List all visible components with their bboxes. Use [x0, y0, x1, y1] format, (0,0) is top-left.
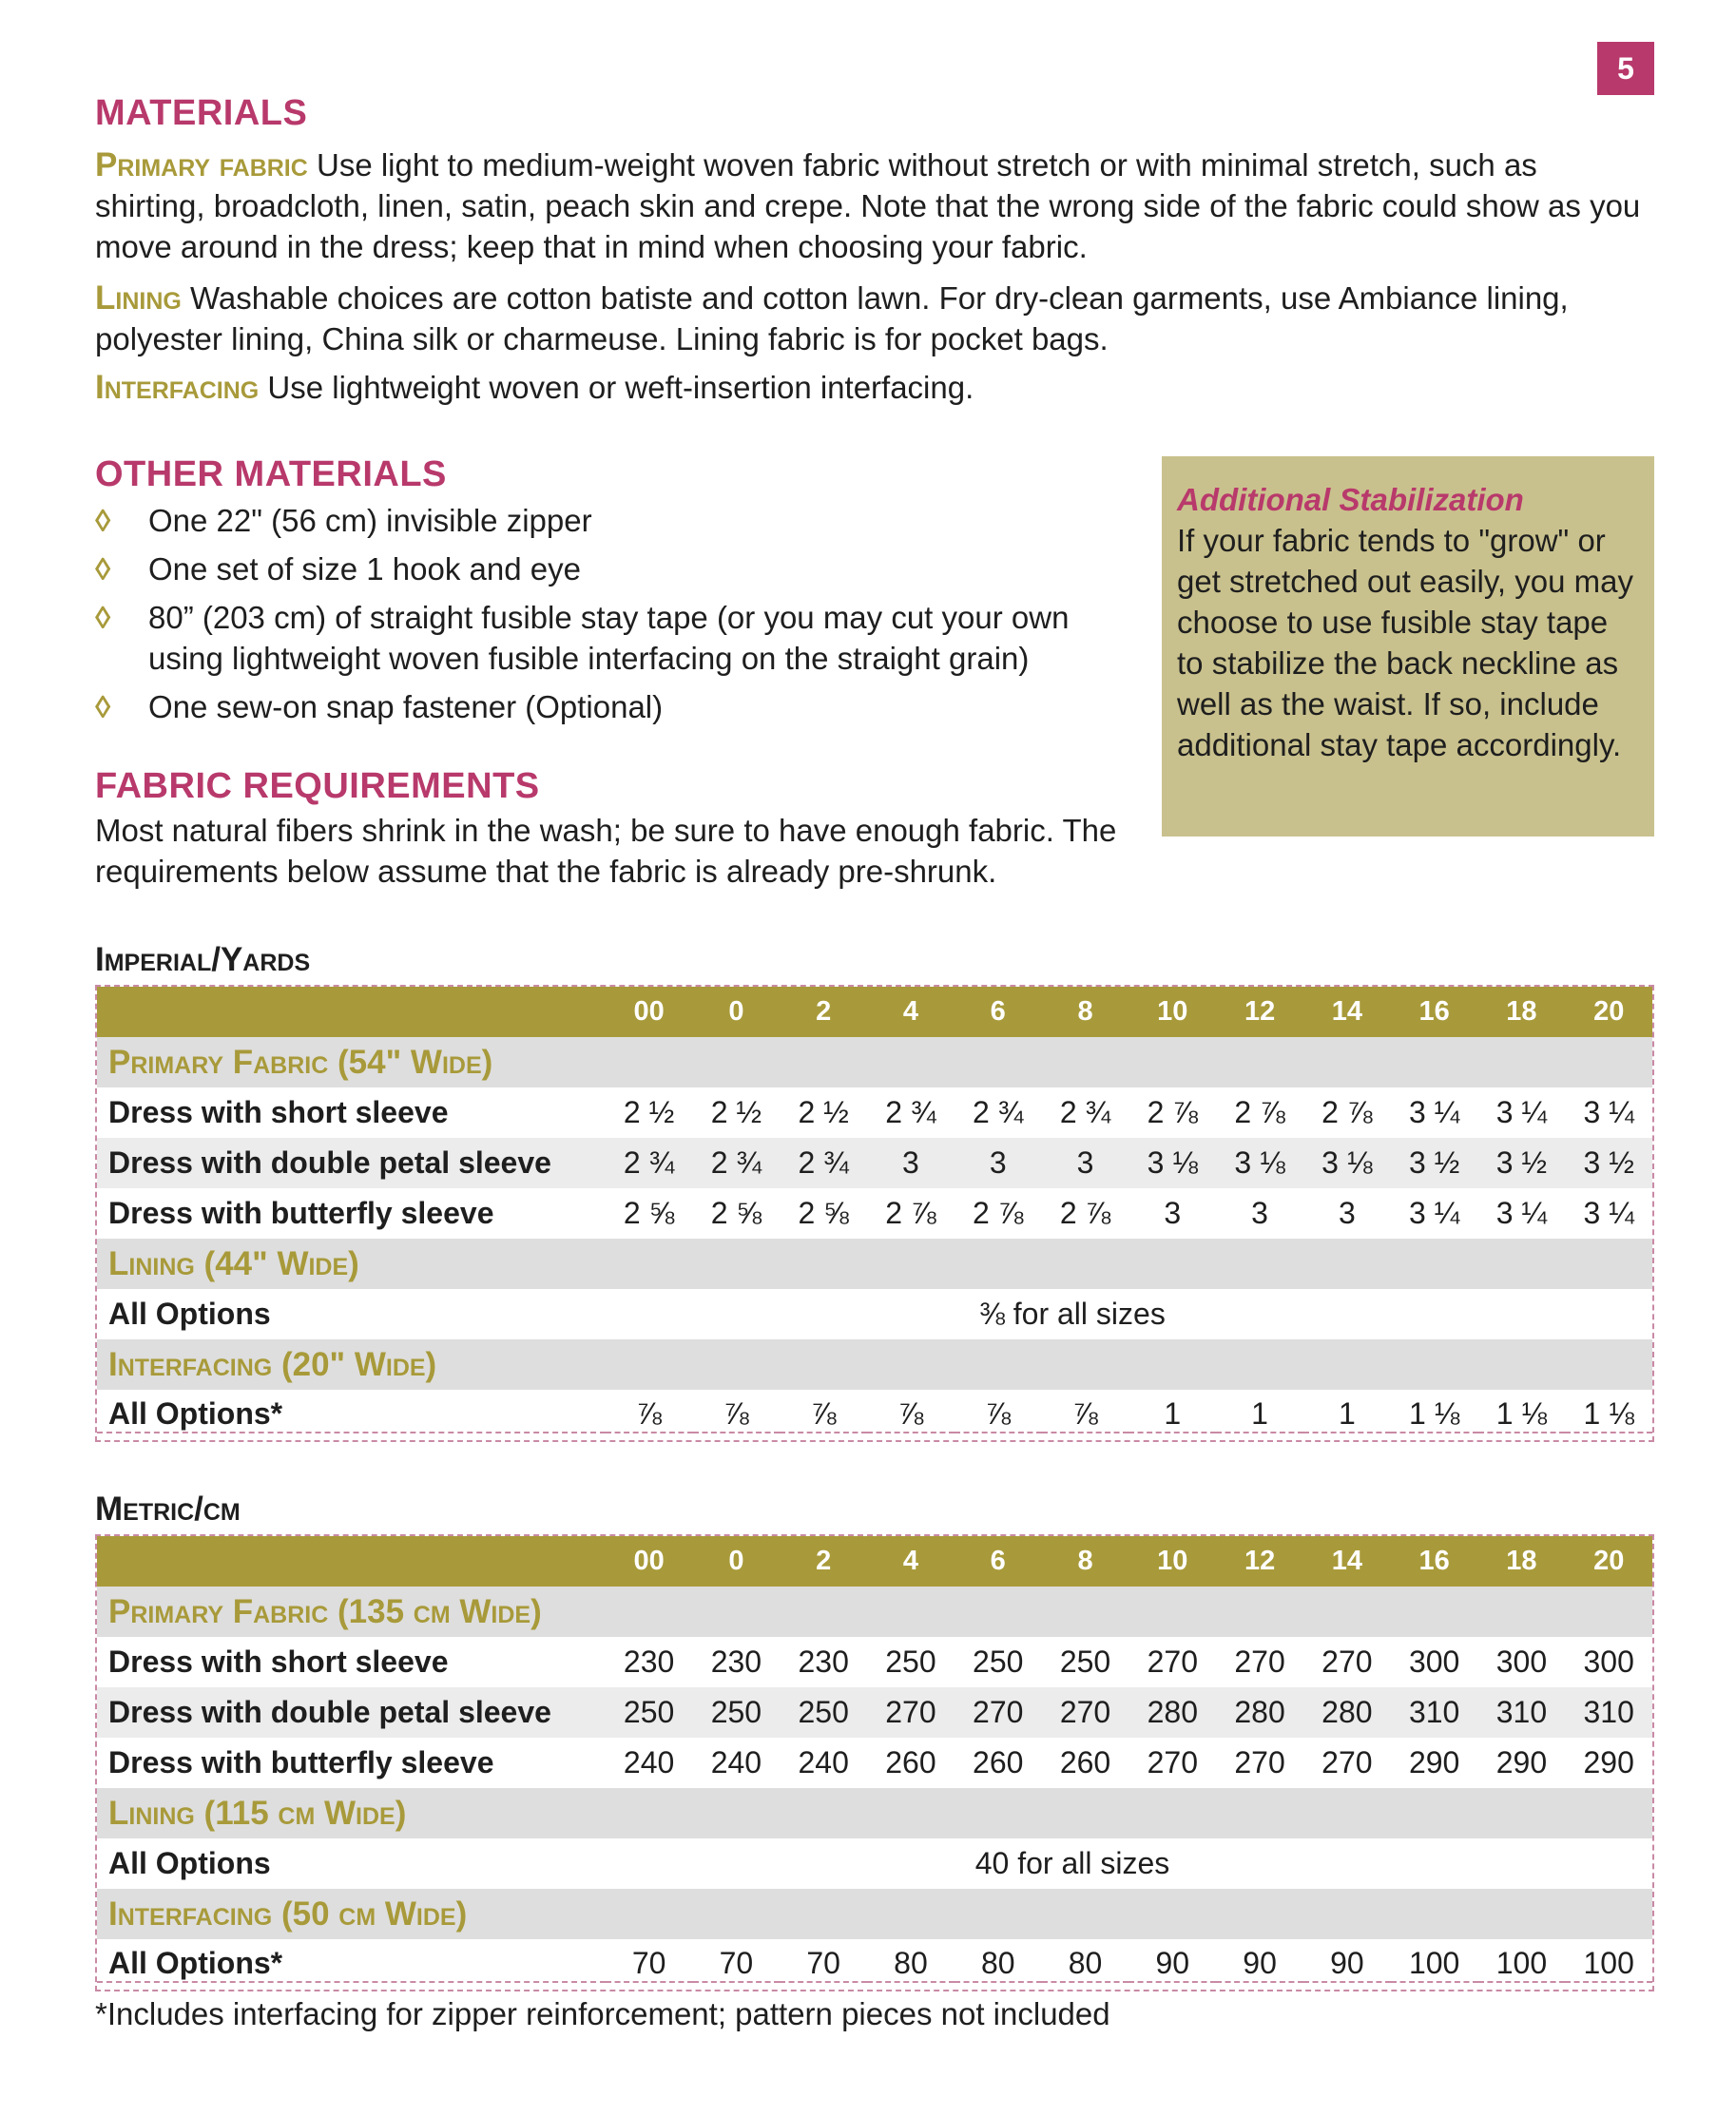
section-label: Lining (44" Wide) — [108, 1244, 359, 1282]
value-cell: ⅞ — [693, 1396, 781, 1433]
lining-label: Lining — [95, 279, 182, 317]
value-cell: 270 — [885, 1695, 936, 1729]
value-cell: 80 — [955, 1946, 1042, 1983]
value-cell: 2 ⅞ — [1147, 1095, 1198, 1129]
metric-table-title: Metric/cm — [95, 1491, 241, 1528]
imperial-table — [95, 985, 1654, 1442]
row-name: All Options — [108, 1846, 271, 1880]
row-name: Dress with double petal sleeve — [108, 1695, 551, 1729]
value-cell: 310 — [1495, 1695, 1548, 1729]
value-cell: 70 — [606, 1946, 693, 1983]
value-cell: 3 — [1076, 1145, 1094, 1180]
size-header-cell: 20 — [1593, 996, 1625, 1027]
size-header-cell: 2 — [816, 996, 832, 1027]
row-name: All Options — [108, 1297, 271, 1331]
value-cell: 1 — [1216, 1396, 1303, 1433]
size-header-cell: 2 — [816, 1546, 832, 1576]
diamond-bullet-icon: ◊ — [95, 689, 111, 724]
additional-stabilization-box — [1162, 456, 1654, 837]
value-cell: 3 ⅛ — [1147, 1145, 1198, 1180]
value-cell: 3 — [1338, 1196, 1356, 1230]
sidebox-title: Additional Stabilization — [1177, 482, 1524, 517]
value-cell: 3 ⅛ — [1321, 1145, 1373, 1180]
interfacing-label: Interfacing — [95, 369, 260, 406]
size-header-cell: 8 — [1077, 996, 1093, 1027]
lining-paragraph — [95, 278, 1654, 359]
size-header-cell: 10 — [1157, 996, 1188, 1027]
value-cell: 270 — [973, 1695, 1024, 1729]
value-cell: 250 — [885, 1645, 936, 1679]
lining-all-sizes-value: ⅜ for all sizes — [979, 1297, 1166, 1331]
value-cell: 3 — [1164, 1196, 1182, 1230]
value-cell: 90 — [1303, 1946, 1391, 1983]
table-header-row — [97, 1536, 1652, 1587]
value-cell: 270 — [1234, 1745, 1285, 1779]
row-name: All Options* — [97, 1946, 606, 1983]
value-cell: 70 — [693, 1946, 781, 1983]
value-cell: 100 — [1478, 1946, 1566, 1983]
section-row-lining — [97, 1239, 1652, 1289]
table-row — [97, 1939, 1652, 1990]
size-header-cell: 0 — [728, 996, 744, 1027]
size-header-cell: 00 — [633, 1546, 665, 1576]
value-cell: 250 — [973, 1645, 1024, 1679]
table-row — [97, 1738, 1652, 1788]
size-header-cell: 18 — [1506, 996, 1537, 1027]
lining-all-sizes-value: 40 for all sizes — [974, 1846, 1170, 1880]
value-cell: 260 — [973, 1745, 1024, 1779]
primary-fabric-text: Use light to medium-weight woven fabric without stretch or with minimal stretch, such as shirting, broadcloth, linen, satin, peach skin and crepe. Note that the wrong side of the fabric could show as you move around in the dress; keep that in mind when choosing your fabric. — [95, 147, 1641, 264]
row-name: All Options* — [97, 1396, 606, 1433]
value-cell: 2 ⅞ — [1234, 1095, 1285, 1129]
value-cell: 3 ¼ — [1408, 1196, 1460, 1230]
value-cell: 2 ⅞ — [885, 1196, 936, 1230]
size-header-cell: 14 — [1331, 1546, 1362, 1576]
value-cell: 240 — [798, 1745, 849, 1779]
value-cell: 2 ⅝ — [710, 1196, 762, 1230]
footnote: *Includes interfacing for zipper reinforcement; pattern pieces not included — [95, 1996, 1110, 2031]
value-cell: 260 — [885, 1745, 936, 1779]
value-cell: 270 — [1321, 1645, 1373, 1679]
primary-fabric-paragraph — [95, 144, 1654, 267]
section-row-interfacing — [97, 1339, 1652, 1390]
value-cell: 3 ¼ — [1583, 1095, 1634, 1129]
value-cell: 250 — [1059, 1645, 1111, 1679]
size-header-cell: 0 — [728, 1546, 744, 1576]
value-cell: 3 ⅛ — [1234, 1145, 1285, 1180]
table-row — [97, 1390, 1652, 1440]
value-cell: 3 ¼ — [1495, 1196, 1548, 1230]
value-cell: 300 — [1583, 1645, 1634, 1679]
lining-text: Washable choices are cotton batiste and cotton lawn. For dry-clean garments, use Ambiance lining, polyester lining, China silk or charmeuse. Lining fabric is for pocket bags. — [95, 280, 1569, 356]
size-header-cell: 16 — [1418, 996, 1450, 1027]
value-cell: 3 ½ — [1495, 1145, 1548, 1180]
value-cell: 3 ¼ — [1495, 1095, 1548, 1129]
size-header-cell: 6 — [990, 996, 1006, 1027]
value-cell: 2 ¾ — [710, 1145, 762, 1180]
table-row — [97, 1138, 1652, 1188]
sidebox-text: If your fabric tends to "grow" or get stretched out easily, you may choose to use fusible stay tape to stabilize the back neckline as well as the waist. If so, include additional stay tape accordingly. — [1177, 523, 1633, 762]
value-cell: 260 — [1059, 1745, 1111, 1779]
value-cell: 270 — [1321, 1745, 1373, 1779]
other-materials-item-text: One set of size 1 hook and eye — [148, 551, 581, 587]
fabric-requirements-text: Most natural fibers shrink in the wash; be sure to have enough fabric. The requirements below assume that the fabric is already pre-shrunk. — [95, 813, 1117, 889]
row-name: Dress with double petal sleeve — [108, 1145, 551, 1180]
diamond-bullet-icon: ◊ — [95, 503, 111, 538]
value-cell: 3 ½ — [1583, 1145, 1634, 1180]
other-materials-item-text: One sew-on snap fastener (Optional) — [148, 689, 664, 724]
size-header-cell: 16 — [1418, 1546, 1450, 1576]
size-header-cell: 18 — [1506, 1546, 1537, 1576]
value-cell: 240 — [710, 1745, 762, 1779]
value-cell: 1 ⅛ — [1391, 1396, 1478, 1433]
value-cell: 230 — [798, 1645, 849, 1679]
value-cell: 230 — [623, 1645, 675, 1679]
value-cell: 270 — [1147, 1745, 1198, 1779]
value-cell: 250 — [623, 1695, 675, 1729]
value-cell: 310 — [1583, 1695, 1634, 1729]
value-cell: 290 — [1408, 1745, 1460, 1779]
metric-table — [95, 1534, 1654, 1991]
table-row — [97, 1687, 1652, 1738]
primary-fabric-label: Primary fabric — [95, 146, 308, 183]
section-label: Primary Fabric (135 cm Wide) — [108, 1592, 542, 1630]
value-cell: 270 — [1059, 1695, 1111, 1729]
interfacing-paragraph — [95, 367, 1654, 408]
other-materials-item — [95, 686, 1131, 727]
value-cell: 270 — [1147, 1645, 1198, 1679]
value-cell: 90 — [1216, 1946, 1303, 1983]
size-header-cell: 00 — [633, 996, 665, 1027]
value-cell: 2 ⅝ — [623, 1196, 675, 1230]
value-cell: 290 — [1495, 1745, 1548, 1779]
value-cell: 100 — [1565, 1946, 1652, 1983]
value-cell: 1 — [1303, 1396, 1391, 1433]
value-cell: 2 ⅞ — [973, 1196, 1024, 1230]
section-label: Interfacing (50 cm Wide) — [108, 1895, 468, 1933]
value-cell: 250 — [798, 1695, 849, 1729]
value-cell: 2 ¾ — [798, 1145, 849, 1180]
value-cell: ⅞ — [955, 1396, 1042, 1433]
other-materials-heading: OTHER MATERIALS — [95, 454, 447, 494]
value-cell: 2 ½ — [623, 1095, 675, 1129]
size-header-cell: 10 — [1157, 1546, 1188, 1576]
value-cell: 2 ¾ — [623, 1145, 675, 1180]
value-cell: 2 ½ — [710, 1095, 762, 1129]
value-cell: ⅞ — [1042, 1396, 1129, 1433]
section-row-lining — [97, 1788, 1652, 1838]
value-cell: 80 — [867, 1946, 955, 1983]
size-header-cell: 8 — [1077, 1546, 1093, 1576]
row-name: Dress with butterfly sleeve — [108, 1196, 494, 1230]
diamond-bullet-icon: ◊ — [95, 600, 111, 635]
other-materials-list — [95, 500, 1131, 735]
fabric-requirements-heading: FABRIC REQUIREMENTS — [95, 766, 540, 806]
other-materials-item-text: 80” (203 cm) of straight fusible stay tape (or you may cut your own using lightweight woven fusible interfacing on the straight grain) — [148, 600, 1070, 676]
value-cell: 280 — [1321, 1695, 1373, 1729]
value-cell: 1 ⅛ — [1565, 1396, 1652, 1433]
value-cell: ⅞ — [780, 1396, 867, 1433]
value-cell: 1 ⅛ — [1478, 1396, 1566, 1433]
table-row — [97, 1838, 1652, 1889]
value-cell: ⅞ — [606, 1396, 693, 1433]
value-cell: 90 — [1128, 1946, 1216, 1983]
value-cell: 300 — [1408, 1645, 1460, 1679]
value-cell: 310 — [1408, 1695, 1460, 1729]
value-cell: 1 — [1128, 1396, 1216, 1433]
value-cell: 300 — [1495, 1645, 1548, 1679]
section-label: Interfacing (20" Wide) — [108, 1345, 437, 1383]
value-cell: 250 — [710, 1695, 762, 1729]
value-cell: 3 ¼ — [1408, 1095, 1460, 1129]
value-cell: 3 — [902, 1145, 919, 1180]
interfacing-text: Use lightweight woven or weft-insertion interfacing. — [259, 370, 974, 405]
other-materials-item-text: One 22" (56 cm) invisible zipper — [148, 503, 592, 538]
value-cell: 240 — [623, 1745, 675, 1779]
value-cell: 3 — [1251, 1196, 1268, 1230]
value-cell: 3 ½ — [1408, 1145, 1460, 1180]
value-cell: 2 ¾ — [885, 1095, 936, 1129]
table-row — [97, 1289, 1652, 1339]
value-cell: 3 — [989, 1145, 1007, 1180]
row-name: Dress with short sleeve — [108, 1645, 449, 1679]
size-header-cell: 4 — [902, 996, 919, 1027]
value-cell: 3 ¼ — [1583, 1196, 1634, 1230]
value-cell: 2 ½ — [798, 1095, 849, 1129]
value-cell: 280 — [1147, 1695, 1198, 1729]
value-cell: 2 ⅝ — [798, 1196, 849, 1230]
table-header-row — [97, 987, 1652, 1037]
size-header-cell: 12 — [1244, 1546, 1276, 1576]
value-cell: 2 ⅞ — [1059, 1196, 1111, 1230]
value-cell: 70 — [780, 1946, 867, 1983]
value-cell: 280 — [1234, 1695, 1285, 1729]
size-header-cell: 14 — [1331, 996, 1362, 1027]
other-materials-item — [95, 500, 1131, 541]
value-cell: 2 ⅞ — [1321, 1095, 1373, 1129]
section-label: Primary Fabric (54" Wide) — [108, 1043, 493, 1081]
row-name: Dress with butterfly sleeve — [108, 1745, 494, 1779]
value-cell: 100 — [1391, 1946, 1478, 1983]
value-cell: 2 ¾ — [973, 1095, 1024, 1129]
size-header-cell: 12 — [1244, 996, 1276, 1027]
value-cell: 290 — [1583, 1745, 1634, 1779]
imperial-table-title: Imperial/Yards — [95, 941, 311, 978]
value-cell: 230 — [710, 1645, 762, 1679]
table-row — [97, 1087, 1652, 1138]
size-header-cell: 6 — [990, 1546, 1006, 1576]
section-label: Lining (115 cm Wide) — [108, 1794, 407, 1832]
other-materials-item — [95, 597, 1131, 679]
other-materials-item — [95, 548, 1131, 589]
value-cell: 2 ¾ — [1059, 1095, 1111, 1129]
page-number: 5 — [1597, 42, 1654, 95]
section-row-primary-fabric — [97, 1587, 1652, 1637]
value-cell: ⅞ — [867, 1396, 955, 1433]
section-row-primary-fabric — [97, 1037, 1652, 1087]
section-row-interfacing — [97, 1889, 1652, 1939]
diamond-bullet-icon: ◊ — [95, 551, 111, 587]
size-header-cell: 4 — [902, 1546, 919, 1576]
row-name: Dress with short sleeve — [108, 1095, 449, 1129]
size-header-cell: 20 — [1593, 1546, 1625, 1576]
table-row — [97, 1637, 1652, 1687]
value-cell: 80 — [1042, 1946, 1129, 1983]
value-cell: 270 — [1234, 1645, 1285, 1679]
materials-heading: MATERIALS — [95, 93, 308, 133]
table-row — [97, 1188, 1652, 1239]
